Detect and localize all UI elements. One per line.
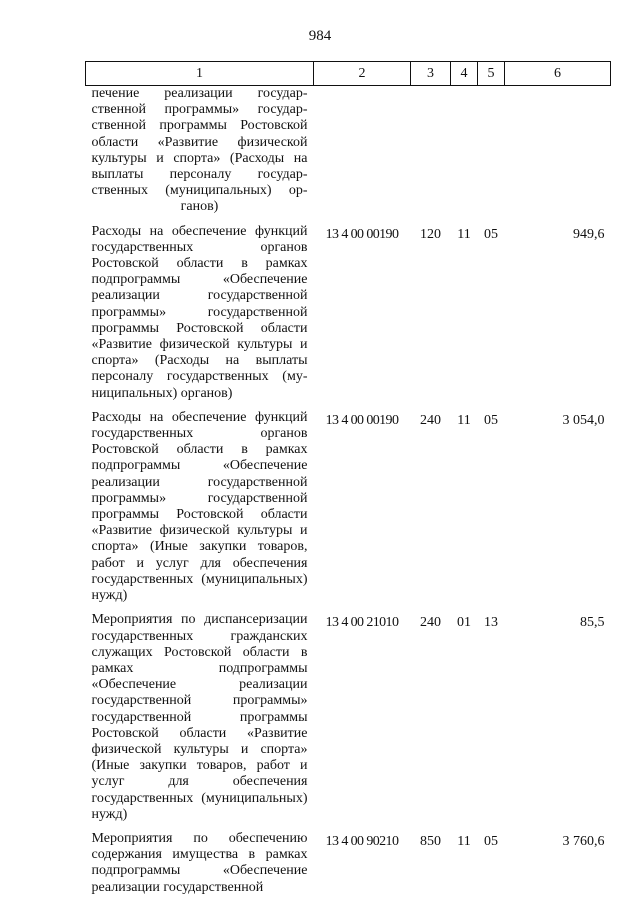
row-expense-type: 240 [420, 412, 441, 428]
row-amount: 3 054,0 [562, 412, 605, 428]
header-col-6: 6 [505, 62, 611, 86]
row-subsection: 05 [484, 226, 498, 242]
row-amount: 949,6 [573, 226, 605, 242]
table-row [86, 86, 611, 216]
row-target-code: 13 4 00 21010 [325, 615, 399, 631]
table-row [86, 216, 611, 402]
row-section: 11 [457, 226, 471, 242]
page-number: 984 [308, 28, 332, 44]
row-target-code: 13 4 00 00190 [325, 412, 399, 428]
row-target-code: 13 4 00 90210 [325, 833, 399, 849]
row-amount: 85,5 [580, 615, 605, 631]
header-col-4: 4 [451, 62, 478, 86]
row-subsection: 13 [484, 615, 498, 631]
table-row [86, 402, 611, 604]
header-col-1: 1 [86, 62, 314, 86]
row-expense-type: 850 [420, 833, 441, 849]
row-section: 11 [457, 833, 471, 849]
row-expense-type: 120 [420, 226, 441, 242]
row-description: Расходы на обеспечение функций государственных органов Ростовской области в рамках подпрограммы «Обеспечение реализации государственной программы» государственной программы Ростовской области «Развитие физической культуры и спорта» (Иные закупки товаров, работ и услуг для обеспечения государственных (муниципальных) нужд) [91, 409, 308, 604]
header-col-3: 3 [411, 62, 451, 86]
row-section [451, 86, 478, 216]
row-subsection: 05 [484, 412, 498, 428]
row-description: Мероприятия по диспансеризации государственных гражданских служащих Ростовской области в рамках подпрограммы «Обеспечение реализации государственной программы» государственной программы Ростовской области «Развитие физической культуры и спорта» (Иные закупки товаров, работ и услуг для обеспечения государственных (муниципальных) нужд) [91, 612, 308, 822]
row-section: 01 [457, 615, 471, 631]
row-target-code [314, 86, 411, 216]
row-target-code: 13 4 00 00190 [325, 226, 399, 242]
row-amount: 3 760,6 [562, 833, 605, 849]
row-expense-type [411, 86, 451, 216]
row-section: 11 [457, 412, 471, 428]
budget-table [85, 61, 611, 896]
row-description: Мероприятия по обеспечению содержания имущества в рамках подпрограммы «Обеспечение реализации государственной [91, 830, 308, 895]
row-subsection [478, 86, 505, 216]
header-row [86, 62, 611, 86]
table-row [86, 604, 611, 823]
row-description: печение реализации государственной программы» государственной программы Ростовской области «Развитие физической культуры и спорта» (Расходы на выплаты персоналу государственных (муниципальных) органов) [91, 86, 308, 215]
row-amount [505, 86, 611, 216]
row-expense-type: 240 [420, 615, 441, 631]
header-col-5: 5 [478, 62, 505, 86]
header-col-2: 2 [314, 62, 411, 86]
row-subsection: 05 [484, 833, 498, 849]
row-description: Расходы на обеспечение функций государственных органов Ростовской области в рамках подпрограммы «Обеспечение реализации государственной программы» государственной программы Ростовской области «Развитие физической культуры и спорта» (Расходы на выплаты персоналу государственных (муниципальных) органов) [91, 223, 308, 401]
table-row [86, 823, 611, 896]
